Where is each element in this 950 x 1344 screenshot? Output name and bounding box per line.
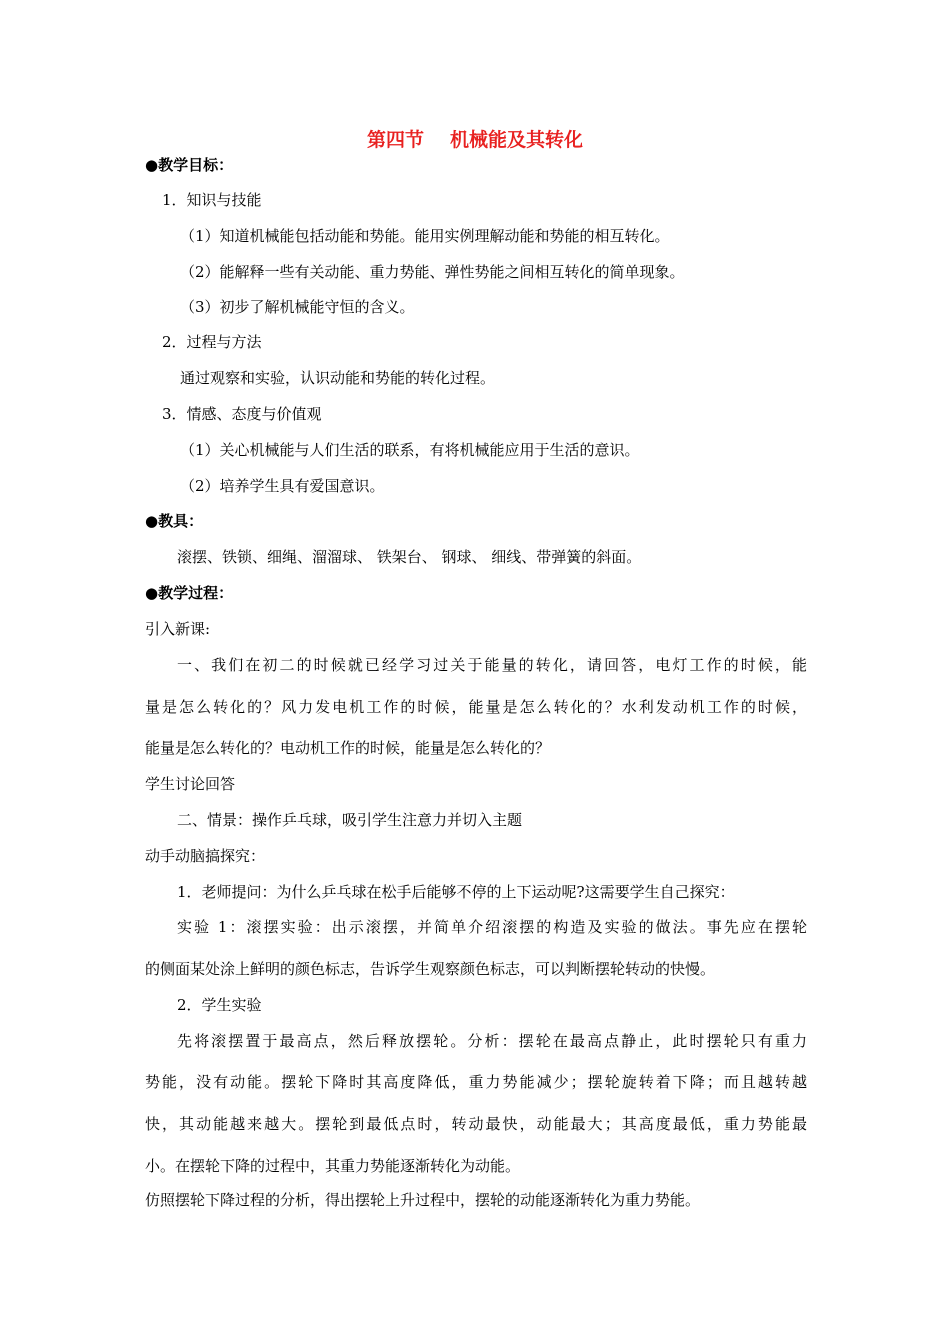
- analysis-line2: 势能，没有动能。摆轮下降时其高度降低，重力势能减少；摆轮旋转着下降；而且越转越: [145, 1073, 807, 1091]
- goal2-text: 通过观察和实验，认识动能和势能的转化过程。: [180, 369, 496, 387]
- conclusion-text: 仿照摆轮下降过程的分析，得出摆轮上升过程中，摆轮的动能逐渐转化为重力势能。: [145, 1191, 701, 1209]
- exp1-line2: 的侧面某处涂上鲜明的颜色标志，告诉学生观察颜色标志，可以判断摆轮转动的快慢。: [145, 960, 716, 978]
- intro-label: 引入新课:: [145, 620, 211, 638]
- title-topic: 机械能及其转化: [450, 129, 584, 151]
- goal1-item1: （1）知道机械能包括动能和势能。能用实例理解动能和势能的相互转化。: [180, 227, 670, 245]
- analysis-line3: 快，其动能越来越大。摆轮到最低点时，转动最快，动能最大；其高度最低，重力势能最: [145, 1115, 807, 1133]
- goal1-heading: 1．知识与技能: [162, 191, 262, 209]
- step2-text: 2．学生实验: [177, 996, 262, 1014]
- tools-text: 滚摆、铁锁、细绳、溜溜球、 铁架台、 钢球、 细线、带弹簧的斜面。: [177, 548, 642, 566]
- explore-label: 动手动脑搞探究：: [145, 847, 266, 865]
- goal3-heading: 3．情感、态度与价值观: [162, 405, 322, 423]
- exp1-line1: 实验 1：滚摆实验：出示滚摆，并简单介绍滚摆的构造及实验的做法。事先应在摆轮: [177, 918, 807, 936]
- goal3-item1: （1）关心机械能与人们生活的联系，有将机械能应用于生活的意识。: [180, 441, 640, 459]
- tools-heading: ●教具：: [145, 512, 204, 530]
- goal3-item2: （2）培养学生具有爱国意识。: [180, 477, 385, 495]
- process-heading: ●教学过程：: [145, 584, 234, 602]
- goal1-item2: （2）能解释一些有关动能、重力势能、弹性势能之间相互转化的简单现象。: [180, 263, 685, 281]
- para1-line3: 能量是怎么转化的？电动机工作的时候，能量是怎么转化的？: [145, 739, 551, 757]
- para1-line1: 一、我们在初二的时候就已经学习过关于能量的转化，请回答，电灯工作的时候，能: [177, 656, 807, 674]
- discussion-text: 学生讨论回答: [145, 775, 236, 793]
- goal1-item3: （3）初步了解机械能守恒的含义。: [180, 298, 415, 316]
- scene-text: 二、情景：操作乒乓球，吸引学生注意力并切入主题: [177, 811, 523, 829]
- goal2-heading: 2．过程与方法: [162, 333, 262, 351]
- title-section-number: 第四节: [366, 129, 424, 151]
- para1-line2: 量是怎么转化的？风力发电机工作的时候，能量是怎么转化的？水利发动机工作的时候，: [145, 698, 807, 716]
- page-title: [0, 127, 950, 153]
- analysis-line1: 先将滚摆置于最高点，然后释放摆轮。分析：摆轮在最高点静止，此时摆轮只有重力: [177, 1032, 807, 1050]
- goals-heading: ●教学目标：: [145, 156, 234, 174]
- analysis-line4: 小。在摆轮下降的过程中，其重力势能逐渐转化为动能。: [145, 1157, 521, 1175]
- step1-text: 1．老师提问：为什么乒乓球在松手后能够不停的上下运动呢?这需要学生自己探究：: [177, 883, 735, 901]
